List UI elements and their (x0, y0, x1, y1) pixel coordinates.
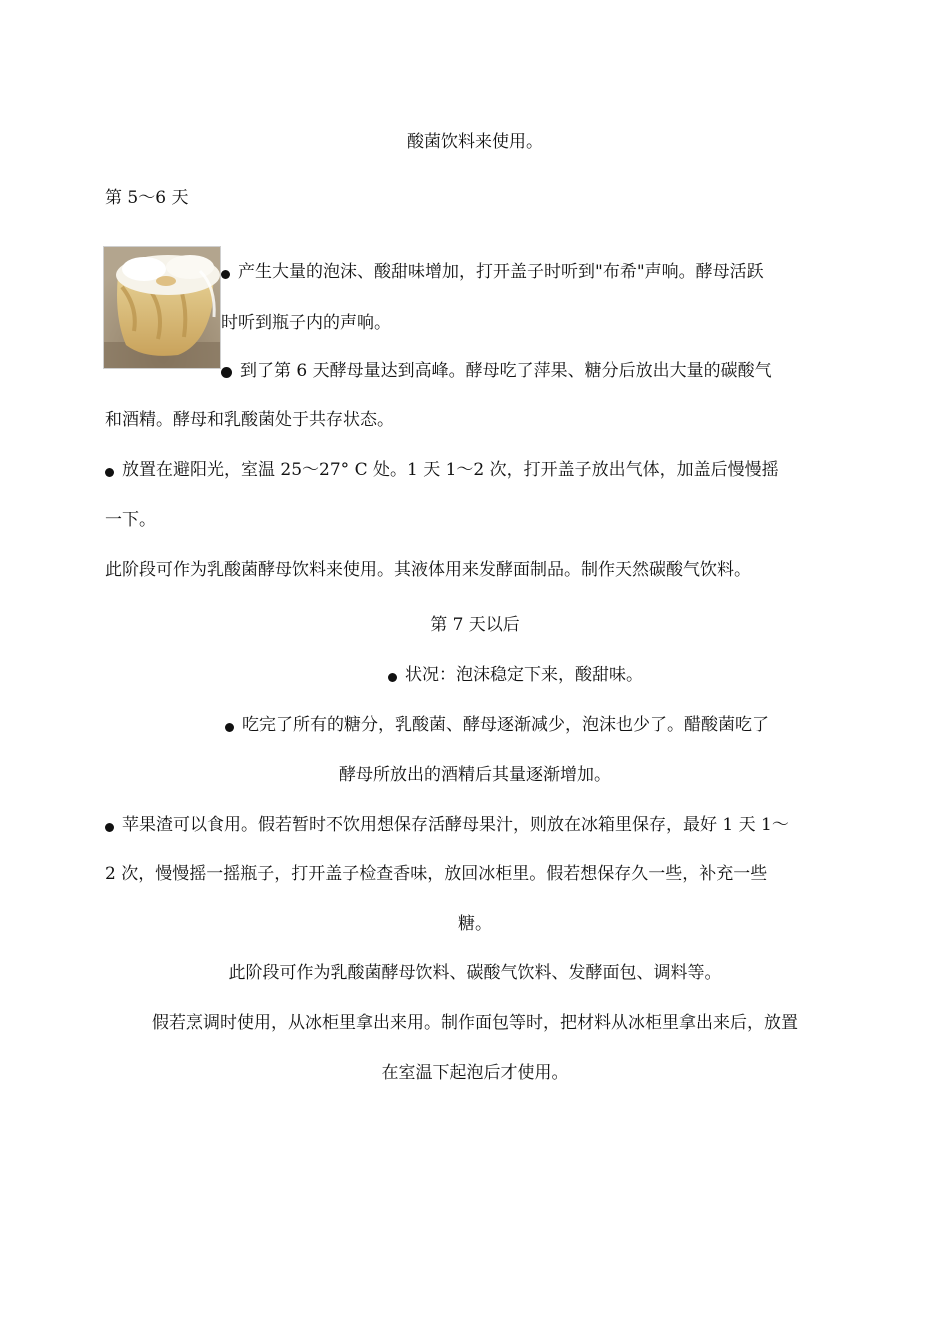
bullet-icon (225, 723, 234, 732)
bullet-text: 苹果渣可以食用。假若暂时不饮用想保存活酵母果汁，则放在冰箱里保存，最好 1 天 1～ (122, 815, 789, 835)
bullet-item-foam (221, 262, 764, 282)
text-continuation: 酸菌饮料来使用。 (407, 132, 543, 152)
bullet-item-storage-cont: 一下。 (105, 510, 156, 530)
bullet-icon (221, 367, 232, 378)
section-heading-day-5-6: 第 5～6 天 (105, 188, 189, 208)
bullet-item-sugar (225, 715, 769, 735)
paragraph-cooking-cont: 在室温下起泡后才使用。 (381, 1063, 569, 1083)
bullet-item-storage (105, 460, 779, 480)
paragraph-stage-use: 此阶段可作为乳酸菌酵母饮料来使用。其液体用来发酵面制品。制作天然碳酸气饮料。 (105, 560, 751, 580)
jar-image-icon (104, 247, 221, 369)
bullet-icon (388, 673, 397, 682)
bullet-item-apple-cont2: 糖。 (458, 914, 492, 934)
bullet-text: 状况：泡沫稳定下来，酸甜味。 (405, 665, 643, 685)
bullet-item-status (388, 665, 643, 685)
bullet-icon (221, 270, 230, 279)
paragraph-stage-use-2: 此阶段可作为乳酸菌酵母饮料、碳酸气饮料、发酵面包、调料等。 (228, 963, 722, 983)
bullet-item-foam-cont: 时听到瓶子内的声响。 (221, 313, 391, 333)
bullet-item-sugar-cont: 酵母所放出的酒精后其量逐渐增加。 (339, 765, 611, 785)
bullet-item-apple-cont: 2 次，慢慢摇一摇瓶子，打开盖子检查香味，放回冰柜里。假若想保存久一些，补充一些 (105, 864, 768, 884)
paragraph-cooking: 假若烹调时使用，从冰柜里拿出来用。制作面包等时，把材料从冰柜里拿出来后，放置 (152, 1013, 798, 1033)
bullet-item-yeast-peak (221, 361, 772, 381)
bullet-text: 产生大量的泡沫、酸甜味增加，打开盖子时听到"布希"声响。酵母活跃 (238, 262, 764, 282)
bullet-text: 吃完了所有的糖分，乳酸菌、酵母逐渐减少，泡沫也少了。醋酸菌吃了 (242, 715, 769, 735)
bullet-text: 到了第 6 天酵母量达到高峰。酵母吃了萍果、糖分后放出大量的碳酸气 (240, 361, 772, 381)
bullet-item-apple (105, 815, 789, 835)
fermenting-jar-photo (103, 246, 221, 369)
bullet-icon (105, 468, 114, 477)
bullet-icon (105, 823, 114, 832)
bullet-text: 放置在避阳光，室温 25～27° C 处。1 天 1～2 次，打开盖子放出气体，加盖后慢慢摇 (122, 460, 779, 480)
bullet-item-yeast-peak-cont: 和酒精。酵母和乳酸菌处于共存状态。 (105, 410, 394, 430)
section-heading-day-7-plus: 第 7 天以后 (430, 615, 520, 635)
